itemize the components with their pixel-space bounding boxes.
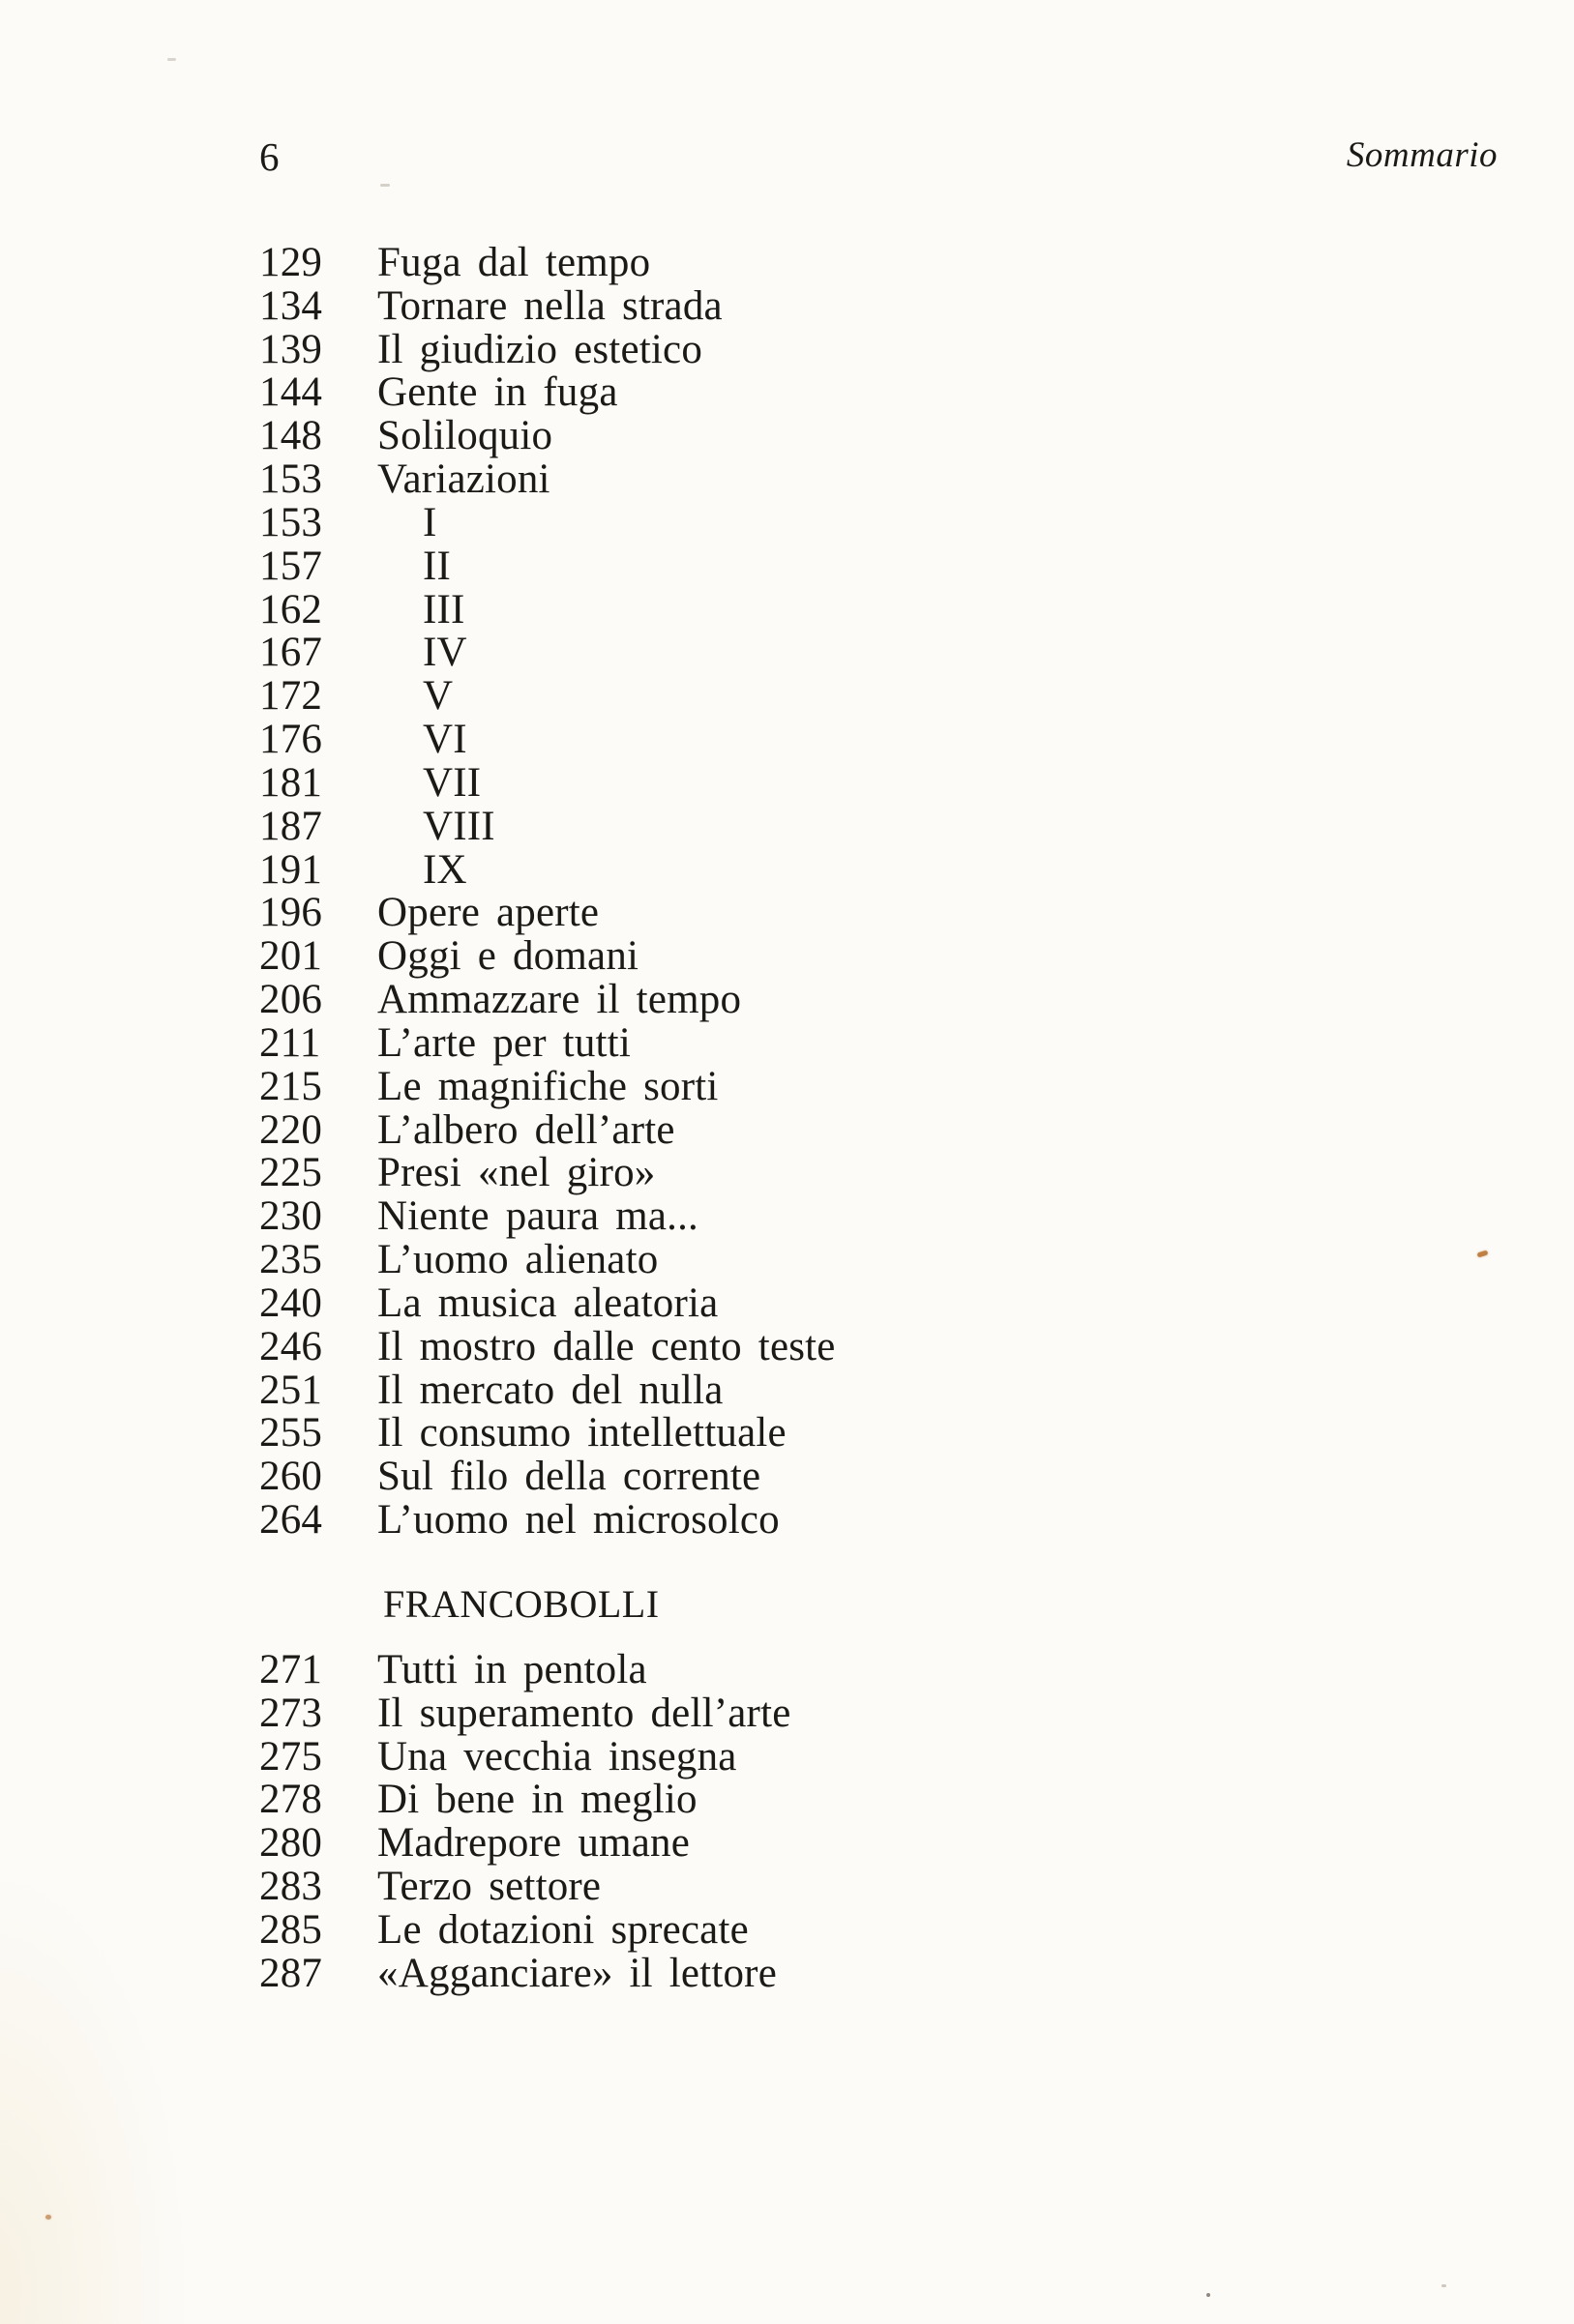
- toc-entry-title: Sul filo della corrente: [377, 1454, 761, 1500]
- toc-row: [259, 282, 836, 329]
- toc-entry-title: V: [423, 673, 454, 720]
- toc-row: [259, 1106, 836, 1153]
- toc-row: [259, 1733, 791, 1780]
- toc-row: [259, 545, 836, 589]
- scan-speck-gray: [1441, 2284, 1446, 2287]
- toc-entry-page-number: 153: [259, 456, 323, 503]
- toc-entry-title: L’arte per tutti: [377, 1019, 631, 1066]
- toc-entry-page-number: 153: [259, 499, 323, 545]
- toc-entry-page-number: 157: [259, 543, 323, 589]
- toc-entry-title: Tutti in pentola: [377, 1647, 647, 1692]
- toc-entry-page-number: 240: [259, 1280, 323, 1326]
- toc-row: [259, 1195, 836, 1239]
- toc-entry-page-number: 230: [259, 1193, 323, 1240]
- toc-entry-title: I: [423, 499, 437, 545]
- toc-entry-title: Niente paura ma...: [377, 1193, 698, 1240]
- toc-entry-page-number: 264: [259, 1497, 323, 1544]
- toc-row: [259, 1779, 791, 1822]
- toc-row: [259, 892, 836, 935]
- toc-entry-page-number: 176: [259, 717, 323, 763]
- toc-row: [259, 1063, 836, 1109]
- toc-entry-page-number: 191: [259, 846, 323, 893]
- toc-entry-title: Tornare nella strada: [377, 282, 723, 329]
- toc-entry-page-number: 167: [259, 630, 323, 676]
- toc-entry-title: Una vecchia insegna: [377, 1733, 737, 1780]
- toc-entry-page-number: 134: [259, 282, 323, 329]
- toc-row: [259, 1906, 791, 1953]
- toc-row: [259, 1412, 836, 1456]
- toc-entry-page-number: 172: [259, 673, 323, 720]
- toc-row: [259, 759, 836, 806]
- toc-entry-page-number: 201: [259, 933, 323, 980]
- toc-row: [259, 1152, 836, 1195]
- toc-entry-title: III: [423, 586, 465, 632]
- toc-entry-title: Le magnifiche sorti: [377, 1063, 719, 1109]
- toc-entry-title: Presi «nel giro»: [377, 1150, 656, 1196]
- toc-entry-page-number: 251: [259, 1367, 323, 1413]
- toc-entry-title: Soliloquio: [377, 413, 553, 459]
- toc-entry-title: «Agganciare» il lettore: [377, 1950, 777, 1996]
- toc-row: [259, 1019, 836, 1066]
- toc-row: [259, 415, 836, 458]
- toc-entry-page-number: 280: [259, 1820, 323, 1867]
- toc-entry-title: Il mercato del nulla: [377, 1367, 724, 1413]
- toc-row: [259, 632, 836, 675]
- toc-row: [259, 846, 836, 893]
- toc-row: [259, 1239, 836, 1282]
- toc-entry-title: Il superamento dell’arte: [377, 1690, 791, 1736]
- page-number: 6: [259, 134, 280, 179]
- toc-entry-title: Il mostro dalle cento teste: [377, 1323, 836, 1369]
- toc-list-main: [259, 242, 836, 1543]
- toc-entry-title: IV: [423, 630, 467, 676]
- toc-row: [259, 1822, 791, 1866]
- toc-entry-page-number: 271: [259, 1647, 323, 1692]
- toc-row: [259, 803, 836, 849]
- toc-entry-page-number: 196: [259, 890, 323, 936]
- toc-entry-page-number: 162: [259, 586, 323, 632]
- toc-row: [259, 1456, 836, 1499]
- toc-entry-title: La musica aleatoria: [377, 1280, 719, 1326]
- toc-row: [259, 675, 836, 719]
- toc-entry-title: Terzo settore: [377, 1864, 602, 1910]
- toc-entry-page-number: 255: [259, 1410, 323, 1456]
- toc-entry-page-number: 278: [259, 1777, 323, 1823]
- toc-entry-title: Madrepore umane: [377, 1820, 690, 1867]
- toc-entry-title: Ammazzare il tempo: [377, 977, 742, 1023]
- toc-entry-title: L’albero dell’arte: [377, 1106, 675, 1153]
- toc-entry-title: Oggi e domani: [377, 933, 639, 980]
- toc-entry-page-number: 260: [259, 1454, 323, 1500]
- toc-entry-title: Le dotazioni sprecate: [377, 1906, 749, 1953]
- toc-entry-page-number: 139: [259, 326, 323, 372]
- toc-row: [259, 326, 836, 372]
- scan-speck-orange-dot: [45, 2215, 51, 2220]
- toc-row: [259, 1282, 836, 1326]
- toc-entry-page-number: 275: [259, 1733, 323, 1780]
- toc-entry-title: VII: [423, 759, 482, 806]
- toc-entry-page-number: 129: [259, 240, 323, 285]
- toc-entry-page-number: 144: [259, 369, 323, 416]
- toc-entry-page-number: 273: [259, 1690, 323, 1736]
- toc-row: [259, 371, 836, 415]
- toc-entry-page-number: 285: [259, 1906, 323, 1953]
- toc-entry-page-number: 287: [259, 1950, 323, 1996]
- toc-entry-page-number: 215: [259, 1063, 323, 1109]
- scan-speck-gray: [1206, 2293, 1210, 2297]
- toc-row: [259, 242, 836, 285]
- scan-speck-orange-dash: [1476, 1250, 1488, 1257]
- toc-entry-title: Il consumo intellettuale: [377, 1410, 787, 1456]
- toc-row: [259, 1369, 836, 1413]
- toc-entry-page-number: 283: [259, 1864, 323, 1910]
- toc-section-header: FRANCOBOLLI: [383, 1582, 660, 1626]
- toc-entry-title: Gente in fuga: [377, 369, 618, 416]
- toc-entry-title: Opere aperte: [377, 890, 600, 936]
- toc-row: [259, 1692, 791, 1736]
- toc-entry-title: L’uomo nel microsolco: [377, 1497, 780, 1544]
- toc-row: [259, 586, 836, 632]
- toc-entry-page-number: 220: [259, 1106, 323, 1153]
- toc-entry-page-number: 235: [259, 1237, 323, 1283]
- toc-row: [259, 1499, 836, 1543]
- toc-entry-title: IX: [423, 846, 467, 893]
- toc-entry-title: II: [423, 543, 452, 589]
- toc-entry-title: VIII: [423, 803, 495, 849]
- toc-entry-title: Fuga dal tempo: [377, 240, 651, 285]
- toc-row: [259, 935, 836, 979]
- toc-row: [259, 1866, 791, 1909]
- scan-speck-gray: [380, 184, 390, 187]
- toc-entry-title: Di bene in meglio: [377, 1777, 698, 1823]
- toc-entry-page-number: 246: [259, 1323, 323, 1369]
- toc-row: [259, 499, 836, 545]
- running-title: Sommario: [1346, 135, 1498, 175]
- toc-row: [259, 719, 836, 762]
- toc-row: [259, 1950, 791, 1996]
- toc-row: [259, 1649, 791, 1692]
- toc-entry-title: L’uomo alienato: [377, 1237, 659, 1283]
- toc-entry-page-number: 148: [259, 413, 323, 459]
- toc-entry-page-number: 206: [259, 977, 323, 1023]
- toc-row: [259, 1323, 836, 1369]
- toc-list-francobolli: [259, 1649, 791, 1996]
- toc-entry-title: Variazioni: [377, 456, 550, 503]
- scan-speck-gray: [167, 58, 176, 61]
- toc-row: [259, 458, 836, 502]
- toc-entry-title: Il giudizio estetico: [377, 326, 703, 372]
- toc-entry-page-number: 211: [259, 1019, 321, 1066]
- toc-entry-page-number: 187: [259, 803, 323, 849]
- toc-entry-page-number: 225: [259, 1150, 323, 1196]
- toc-row: [259, 979, 836, 1022]
- toc-entry-title: VI: [423, 717, 467, 763]
- toc-entry-page-number: 181: [259, 759, 323, 806]
